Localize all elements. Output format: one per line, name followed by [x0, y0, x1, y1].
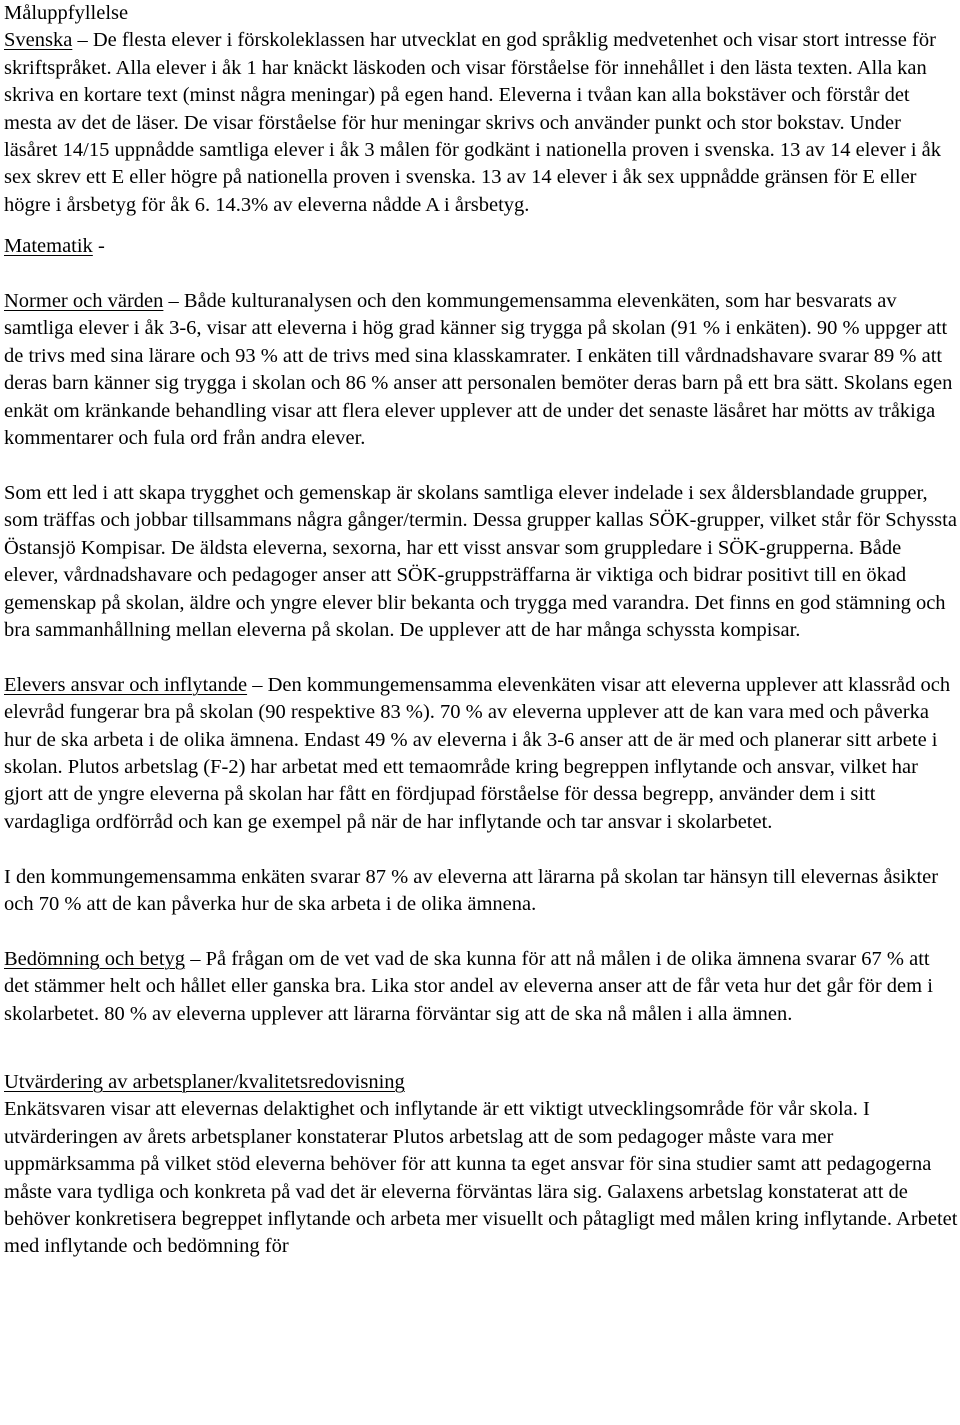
utvardering-paragraph: Enkätsvaren visar att elevernas delaktighet och inflytande är ett viktigt utvecklingsområde för vår skola. I utvärderingen av årets arbetsplaner konstaterar Plutos arbetslag att de som pedagoger måste vara mer uppmärksamma på vilket stöd eleverna behöver för att kunna ta eget ansvar för sina studier samt att pedagogerna måste vara tydliga och konkreta på vad det är eleverna förväntas lära sig. Galaxens arbetslag konstaterat att de behöver konkretisera begreppet inflytande och arbeta mer visuellt och påtagligt med målen kring inflytande. Arbetet med inflytande och bedömning för — [4, 1098, 958, 1258]
spacer — [4, 836, 958, 863]
ansvar-text: – Den kommungemensamma elevenkäten visar att eleverna upplever att klassråd och elevråd fungerar bra på skolan (90 respektive 83 %). 70 % av eleverna upplever att de kan vara med och påverka hur de ska arbeta i de olika ämnena. Endast 49 % av eleverna i åk 3-6 anser att de är med och planerar sitt arbete i skolan. Plutos arbetslag (F-2) har arbetat med ett temaområde kring begreppen inflytande och ansvar, vilket har gjort att de yngre eleverna på skolan har fått en fördjupad förståelse för dessa begrepp, använder dem i sitt vardagliga ordförråd och kan ge exempel på när de har inflytande och tar ansvar i skolarbetet. — [4, 673, 951, 833]
spacer — [4, 918, 958, 945]
svenska-paragraph — [4, 27, 958, 219]
document-page — [4, 0, 958, 1261]
bedomning-label: Bedömning och betyg — [4, 947, 186, 970]
matematik-paragraph — [4, 233, 958, 260]
matematik-label: Matematik — [4, 235, 93, 258]
ansvar-label: Elevers ansvar och inflytande — [4, 673, 248, 696]
bedomning-paragraph — [4, 946, 958, 1028]
bedomning-text: – På frågan om de vet vad de ska kunna för att nå målen i de olika ämnena svarar 67 % att det stämmer helt och hållet eller ganska bra. Lika stor andel av eleverna anser att de får veta hur det går för dem i skolarbetet. 80 % av eleverna upplever att lärarna förväntar sig att de ska nå målen i alla ämnen. — [4, 947, 933, 1025]
spacer — [4, 219, 958, 233]
spacer — [4, 644, 958, 671]
normer-label: Normer och värden — [4, 290, 164, 313]
sok-paragraph: Som ett led i att skapa trygghet och gemenskap är skolans samtliga elever indelade i sex åldersblandade grupper, som träffas och jobbar tillsammans några gånger/termin. Dessa grupper kallas SÖK-grupper, vilket står för Schyssta Östansjö Kompisar. De äldsta eleverna, sexorna, har ett visst ansvar som gruppledare i SÖK-grupperna. Både elever, vårdnadshavare och pedagoger anser att SÖK-gruppsträffarna är viktiga och bidrar positivt till en ökad gemenskap på skolan, äldre och yngre elever blir bekanta och trygga med varandra. Det finns en god stämning och bra sammanhållning mellan eleverna på skolan. De upplever att de har många schyssta kompisar. — [4, 481, 957, 641]
utvardering-title: Utvärdering av arbetsplaner/kvalitetsredovisning — [4, 1070, 405, 1093]
svenska-label: Svenska — [4, 29, 73, 52]
ansvar-paragraph — [4, 672, 958, 836]
svenska-text: – De flesta elever i förskoleklassen har utvecklat en god språklig medvetenhet och visar stort intresse för skriftspråket. Alla elever i åk 1 har knäckt läskoden och visar förståelse för innehållet i den lästa texten. Alla kan skriva en kortare text (minst några meningar) på egen hand. Eleverna i tvåan kan alla bokstäver och förstår det mesta av det de läser. De visar förståelse för hur meningar skrivs och använder punkt och stor bokstav. Under läsåret 14/15 uppnådde samtliga elever i åk 3 målen för godkänt i nationella proven i svenska. 13 av 14 elever i åk sex skrev ett E eller högre på nationella proven i svenska. 13 av 14 elever i åk sex uppnådde gränsen för E eller högre i årsbetyg för åk 6. 14.3% av eleverna nådde A i årsbetyg. — [4, 29, 942, 216]
hansyn-paragraph: I den kommungemensamma enkäten svarar 87 % av eleverna att lärarna på skolan tar hänsyn till elevernas åsikter och 70 % att de kan påverka hur de ska arbeta i de olika ämnena. — [4, 865, 939, 915]
spacer — [4, 261, 958, 288]
matematik-text: - — [92, 235, 105, 258]
spacer — [4, 1028, 958, 1069]
section-title: Måluppfyllelse — [4, 2, 129, 24]
normer-paragraph — [4, 288, 958, 452]
spacer — [4, 452, 958, 479]
normer-text: – Både kulturanalysen och den kommungemensamma elevenkäten, som har besvarats av samtliga elever i åk 3-6, visar att eleverna i hög grad känner sig trygga på skolan (91 % i enkäten). 90 % uppger att de trivs med sina lärare och 93 % att de trivs med sina klasskamrater. I enkäten till vårdnadshavare svarar 89 % att deras barn känner sig trygga i skolan och 86 % anser att personalen bemöter deras barn på ett bra sätt. Skolans egen enkät om kränkande behandling visar att flera elever upplever att de under det senaste läsåret har mötts av tråkiga kommentarer och fula ord från andra elever. — [4, 290, 953, 450]
